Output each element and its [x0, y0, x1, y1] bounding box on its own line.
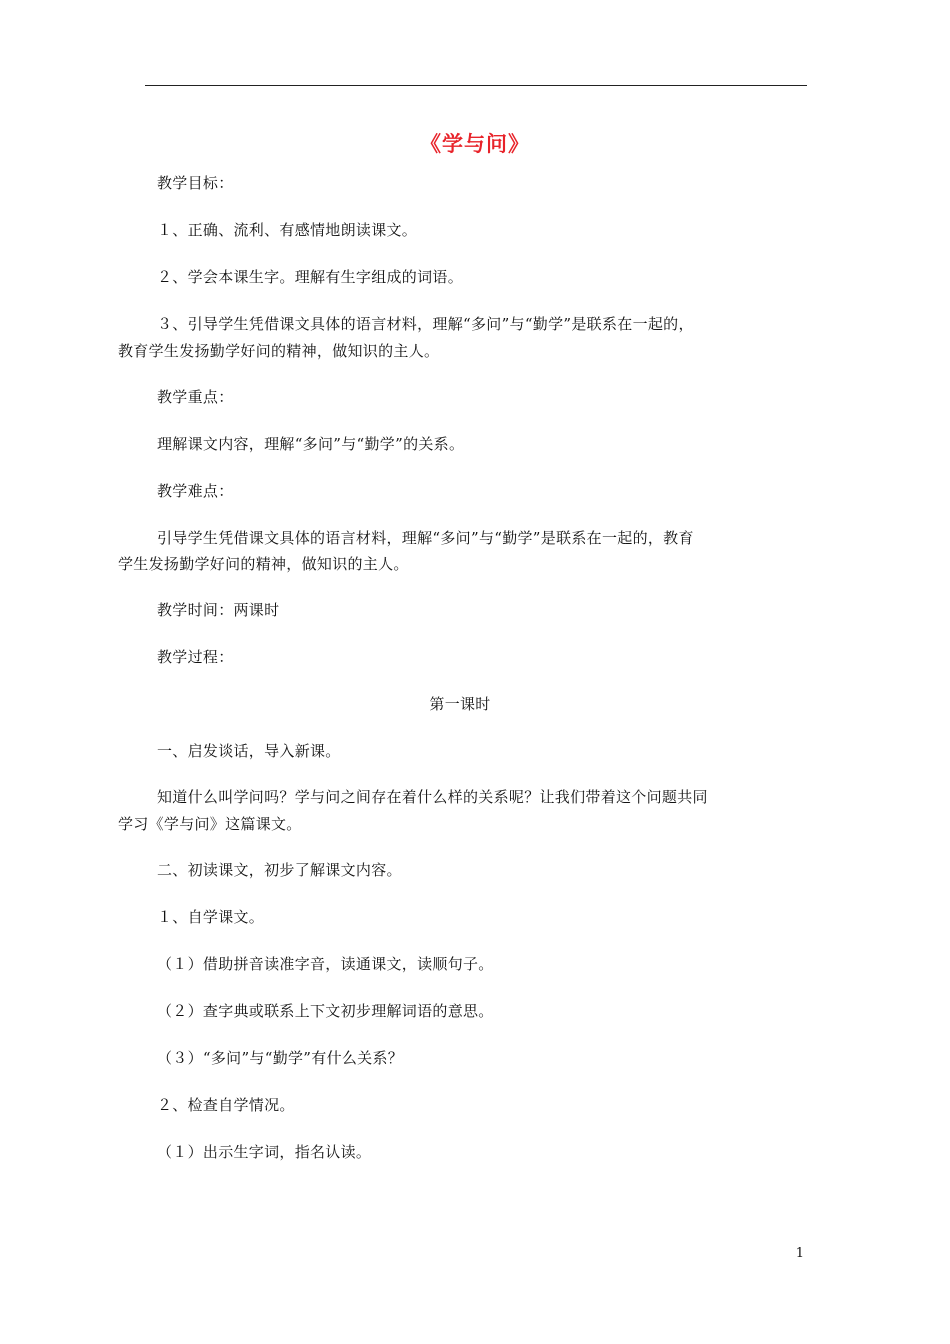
text-line: 教学时间：两课时 [157, 601, 280, 619]
text-line: ２、检查自学情况。 [157, 1096, 295, 1114]
text-line: ２、学会本课生字。理解有生字组成的词语。 [157, 268, 464, 286]
section-heading: 第一课时 [429, 695, 491, 713]
text-line: 教学过程： [157, 648, 234, 666]
text-line: 学生发扬勤学好问的精神，做知识的主人。 [118, 555, 409, 573]
document-title: 《学与问》 [420, 131, 530, 156]
text-line: 教育学生发扬勤学好问的精神，做知识的主人。 [118, 342, 440, 360]
text-line: 一、启发谈话，导入新课。 [157, 742, 341, 760]
text-line: ３、引导学生凭借课文具体的语言材料，理解“多问”与“勤学”是联系在一起的， [157, 315, 694, 333]
text-line: （２）查字典或联系上下文初步理解词语的意思。 [157, 1002, 494, 1020]
text-line: 知道什么叫学问吗？学与问之间存在着什么样的关系呢？让我们带着这个问题共同 [157, 788, 708, 806]
text-line: 理解课文内容，理解“多问”与“勤学”的关系。 [157, 435, 465, 453]
text-line: 二、初读课文，初步了解课文内容。 [157, 861, 402, 879]
text-line: 教学目标： [157, 174, 234, 192]
text-line: 学习《学与问》这篇课文。 [118, 815, 302, 833]
text-line: １、正确、流利、有感情地朗读课文。 [157, 221, 418, 239]
text-line: １、自学课文。 [157, 908, 265, 926]
text-line: （３）“多问”与“勤学”有什么关系？ [157, 1049, 404, 1067]
text-line: 教学难点： [157, 482, 234, 500]
header-rule [145, 85, 807, 86]
text-line: 引导学生凭借课文具体的语言材料，理解“多问”与“勤学”是联系在一起的，教育 [157, 529, 694, 547]
page-number: 1 [795, 1246, 804, 1261]
text-line: 教学重点： [157, 388, 234, 406]
text-line: （１）借助拼音读准字音，读通课文，读顺句子。 [157, 955, 494, 973]
text-line: （１）出示生字词，指名认读。 [157, 1143, 372, 1161]
